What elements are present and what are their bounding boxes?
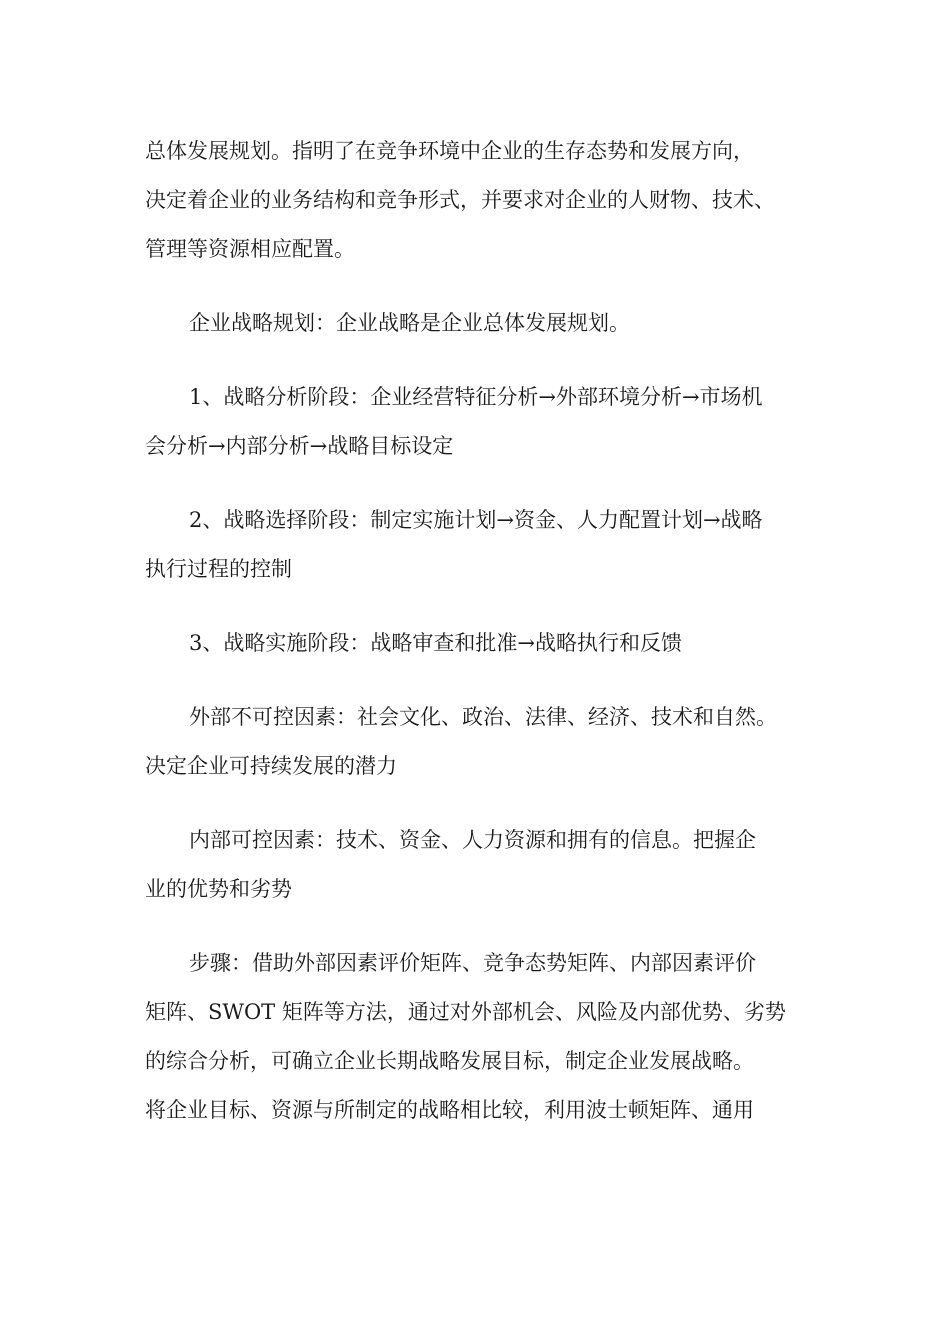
paragraph-strategy-definition <box>145 299 810 348</box>
text-line: 将企业目标、资源与所制定的战略相比较，利用波士顿矩阵、通用 <box>145 1098 754 1122</box>
paragraph-selection-stage <box>145 496 810 594</box>
text-line: 的综合分析，可确立企业长期战略发展目标，制定企业发展战略。 <box>145 1049 754 1073</box>
text-line: 2、战略选择阶段：制定实施计划→资金、人力配置计划→战略 <box>189 508 763 532</box>
text-line: 1、战略分析阶段：企业经营特征分析→外部环境分析→市场机 <box>189 385 763 409</box>
paragraph-analysis-stage <box>145 373 810 471</box>
text-line: 矩阵、SWOT 矩阵等方法，通过对外部机会、风险及内部优势、劣势 <box>145 1000 786 1024</box>
text-line: 业的优势和劣势 <box>145 877 292 901</box>
text-line: 决定着企业的业务结构和竞争形式，并要求对企业的人财物、技术、 <box>145 188 775 212</box>
paragraph-steps <box>145 939 810 1135</box>
text-line: 管理等资源相应配置。 <box>145 237 355 261</box>
text-line: 总体发展规划。指明了在竞争环境中企业的生存态势和发展方向， <box>145 139 754 163</box>
text-line: 执行过程的控制 <box>145 557 292 581</box>
text-line: 外部不可控因素：社会文化、政治、法律、经济、技术和自然。 <box>189 705 777 729</box>
paragraph-external-factors <box>145 693 810 791</box>
text-line: 决定企业可持续发展的潜力 <box>145 754 397 778</box>
paragraph-internal-factors <box>145 816 810 914</box>
document-body <box>145 127 810 1135</box>
text-line: 步骤：借助外部因素评价矩阵、竞争态势矩阵、内部因素评价 <box>189 951 756 975</box>
text-line: 内部可控因素：技术、资金、人力资源和拥有的信息。把握企 <box>189 828 756 852</box>
text-line: 会分析→内部分析→战略目标设定 <box>145 434 454 458</box>
text-line: 企业战略规划：企业战略是企业总体发展规划。 <box>189 311 630 335</box>
text-line: 3、战略实施阶段：战略审查和批准→战略执行和反馈 <box>189 631 682 655</box>
paragraph-implementation-stage <box>145 619 810 668</box>
paragraph-overall-planning <box>145 127 810 274</box>
